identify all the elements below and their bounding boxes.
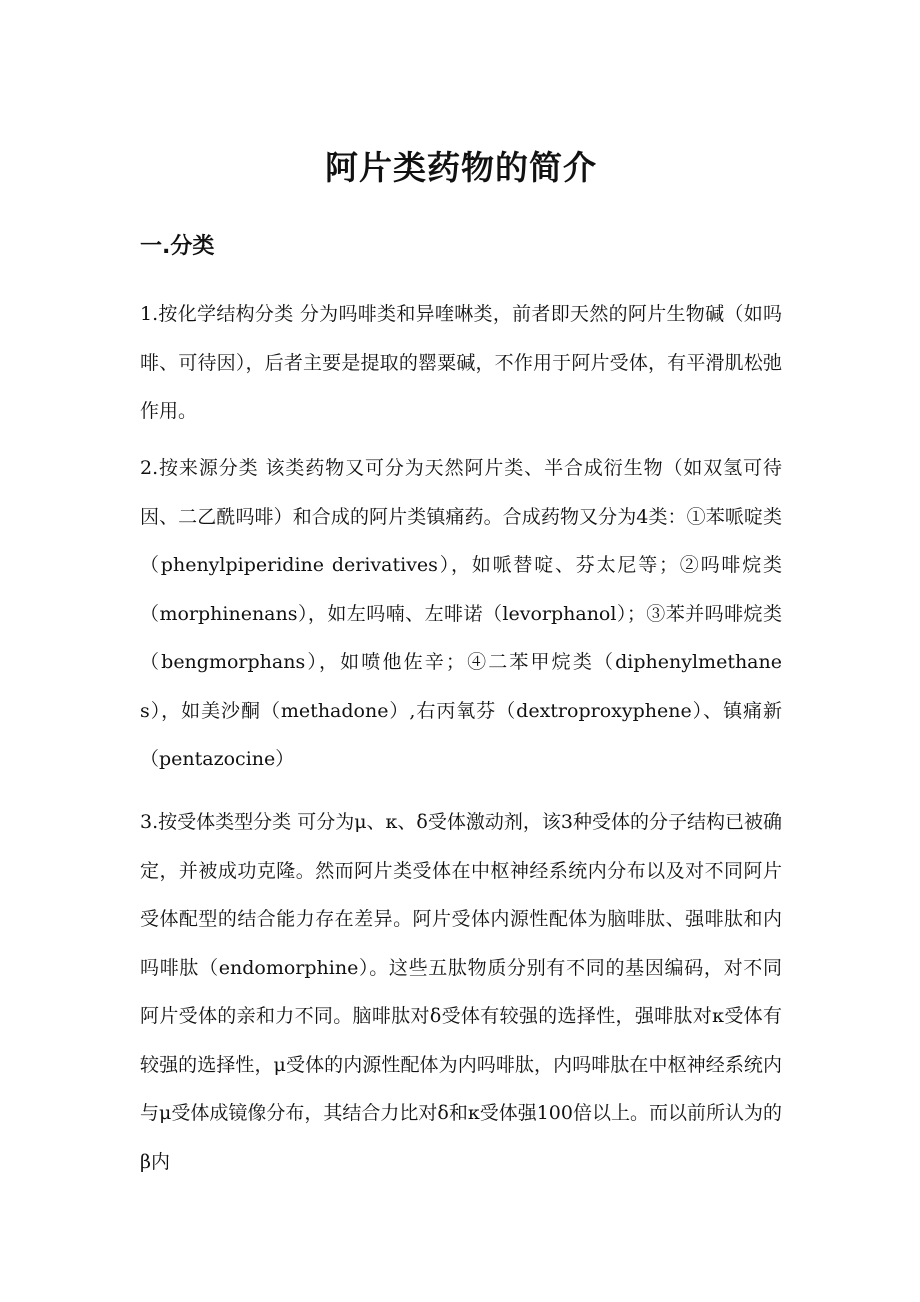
paragraph-classification-by-source: 2.按来源分类 该类药物又可分为天然阿片类、半合成衍生物（如双氢可待因、二乙酰吗啡）和合成的阿片类镇痛药。合成药物又分为4类：①苯哌啶类（phenylpiperidine derivatives），如哌替啶、芬太尼等；②吗啡烷类（morphinenans），如左吗喃、左啡诺（levorphanol）；③苯并吗啡烷类（bengmorphans），如喷他佐辛；④二苯甲烷类（diphenylmethanes），如美沙酮（methadone）,右丙氧芬（dextroproxyphene）、镇痛新（pentazocine）: [140, 457, 782, 770]
document-page: [140, 0, 782, 1302]
paragraph-classification-by-structure: 1.按化学结构分类 分为吗啡类和异喹啉类，前者即天然的阿片生物碱（如吗啡、可待因），后者主要是提取的罂粟碱，不作用于阿片受体，有平滑肌松弛作用。: [140, 303, 782, 422]
section-heading: 一.分类: [140, 234, 215, 259]
document-title: 阿片类药物的简介: [325, 148, 597, 187]
paragraph-classification-by-receptor: 3.按受体类型分类 可分为μ、κ、δ受体激动剂，该3种受体的分子结构已被确定，并被成功克隆。然而阿片类受体在中枢神经系统内分布以及对不同阿片受体配型的结合能力存在差异。阿片受体内源性配体为脑啡肽、强啡肽和内吗啡肽（endomorphine）。这些五肽物质分别有不同的基因编码，对不同阿片受体的亲和力不同。脑啡肽对δ受体有较强的选择性，强啡肽对κ受体有较强的选择性，μ受体的内源性配体为内吗啡肽，内吗啡肽在中枢神经系统内与μ受体成镜像分布，其结合力比对δ和κ受体强100倍以上。而以前所认为的β内: [140, 811, 782, 1173]
